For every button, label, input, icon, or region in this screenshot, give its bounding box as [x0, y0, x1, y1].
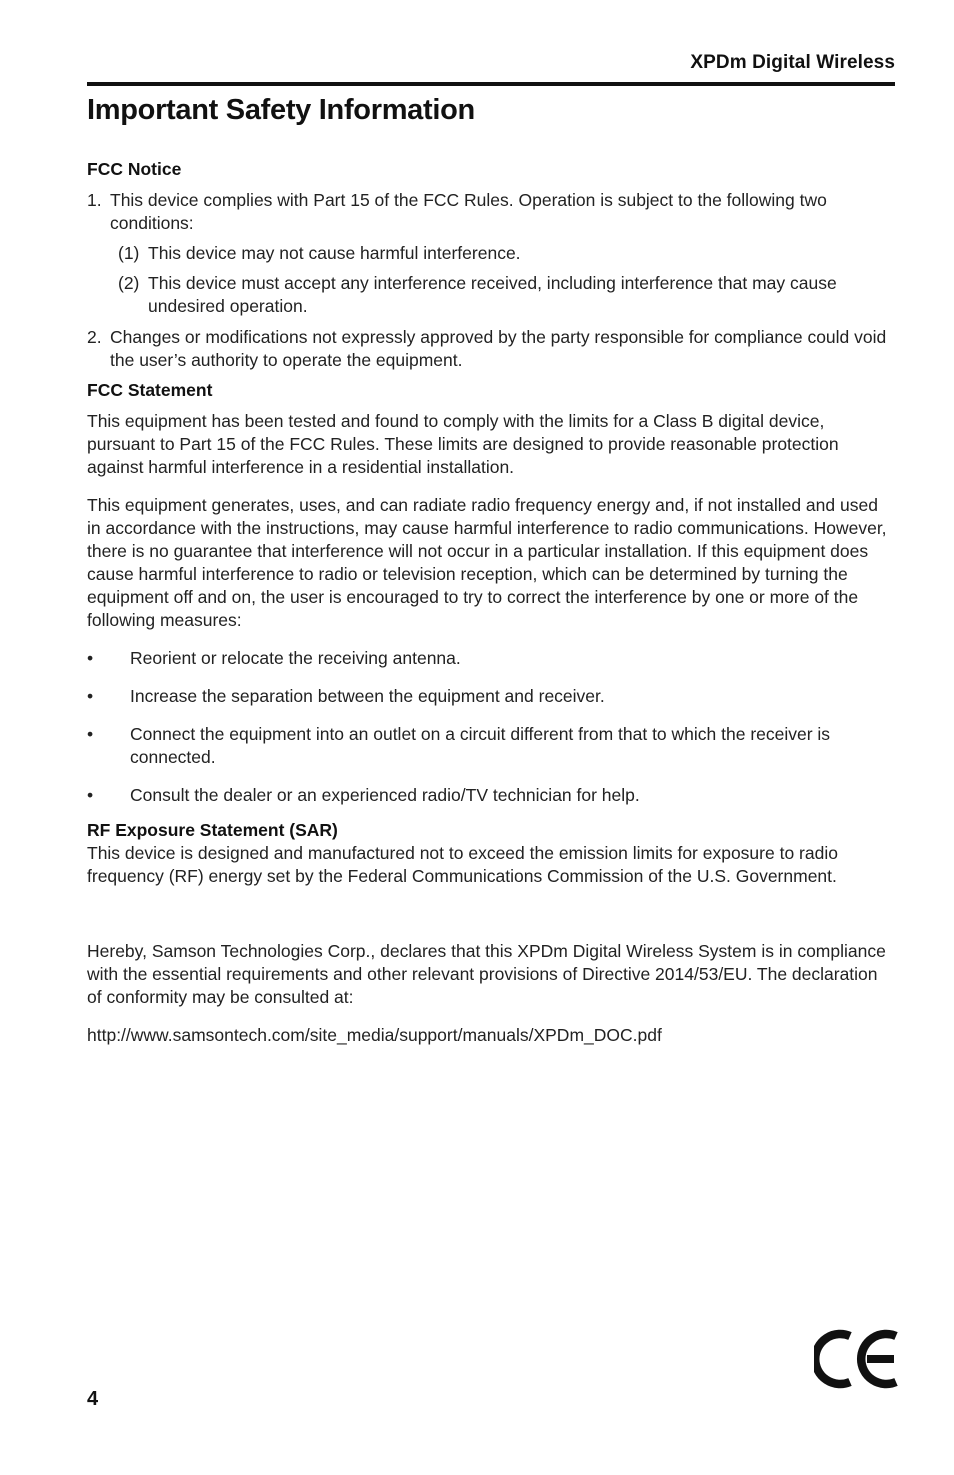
numbered-item — [87, 326, 895, 372]
bullet-glyph: • — [87, 648, 94, 668]
bullet-item — [87, 685, 895, 708]
ce-mark-icon — [814, 1328, 898, 1390]
bullet-text: Consult the dealer or an experienced radio/TV technician for help. — [130, 785, 640, 805]
declaration-url[interactable]: http://www.samsontech.com/site_media/support/manuals/XPDm_DOC.pdf — [87, 1025, 662, 1045]
bullet-text: Reorient or relocate the receiving antenna. — [130, 648, 461, 668]
bullet-text: Increase the separation between the equipment and receiver. — [130, 686, 605, 706]
bullet-text: Connect the equipment into an outlet on a circuit different from that to which the receiver is connected. — [130, 724, 831, 767]
item-number: 2. — [87, 327, 102, 347]
rf-exposure-heading: RF Exposure Statement (SAR) — [87, 820, 338, 840]
fcc-statement-paragraph: This equipment has been tested and found to comply with the limits for a Class B digital device, pursuant to Part 15 of the FCC Rules. These limits are designed to provide reasonable protection against harmful interference in a residential installation. — [87, 411, 839, 477]
condition-item — [87, 242, 895, 265]
fcc-statement-heading: FCC Statement — [87, 380, 213, 400]
page-number: 4 — [87, 1388, 99, 1410]
condition-text: This device must accept any interference received, including interference that may cause undesired operation. — [148, 273, 837, 316]
fcc-statement-paragraph: This equipment generates, uses, and can radiate radio frequency energy and, if not installed and used in accordance with the instructions, may cause harmful interference to radio communications. However, there is no guarantee that interference will not occur in a particular installation. If this equipment does cause harmful interference to radio or television reception, which can be determined by turning the equipment off and on, the user is encouraged to try to correct the interference by one or more of the following measures: — [87, 495, 887, 630]
bullet-glyph: • — [87, 785, 94, 805]
bullet-item — [87, 723, 895, 769]
content — [87, 158, 895, 1047]
rf-exposure-text: This device is designed and manufactured not to exceed the emission limits for exposure to radio frequency (RF) energy set by the Federal Communications Commission of the U.S. Government. — [87, 843, 838, 886]
item-text: Changes or modifications not expressly approved by the party responsible for compliance could void the user’s authority to operate the equipment. — [110, 327, 887, 370]
page-title: Important Safety Information — [87, 94, 475, 126]
bullet-item — [87, 647, 895, 670]
numbered-item — [87, 189, 895, 235]
bullet-item — [87, 784, 895, 807]
item-text: This device complies with Part 15 of the FCC Rules. Operation is subject to the following two conditions: — [110, 190, 827, 233]
condition-item — [87, 272, 895, 318]
fcc-notice-heading: FCC Notice — [87, 159, 182, 179]
condition-text: This device may not cause harmful interference. — [148, 243, 521, 263]
bullet-glyph: • — [87, 724, 94, 744]
declaration-text: Hereby, Samson Technologies Corp., declares that this XPDm Digital Wireless System is in compliance with the essential requirements and other relevant provisions of Directive 2014/53/EU. The declaration of conformity may be consulted at: — [87, 941, 886, 1007]
condition-number: (2) — [118, 273, 140, 293]
running-header: XPDm Digital Wireless — [690, 52, 895, 73]
header-rule — [87, 82, 895, 86]
bullet-glyph: • — [87, 686, 94, 706]
condition-number: (1) — [118, 243, 140, 263]
item-number: 1. — [87, 190, 102, 210]
